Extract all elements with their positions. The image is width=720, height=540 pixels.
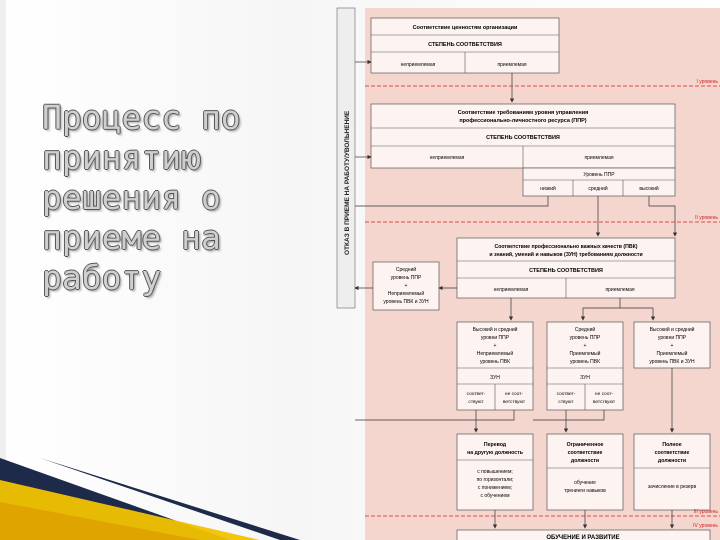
col3-line-2: уровни ППР — [657, 335, 687, 341]
ppr-high: высокий — [639, 186, 659, 192]
col2-match-2: ствуют — [558, 400, 574, 405]
bottom-box — [457, 530, 710, 540]
outcome-transfer — [457, 434, 533, 510]
ppr-level-box — [523, 168, 675, 196]
outcome-limited — [547, 434, 623, 510]
col2-line-2: уровень ППР — [569, 335, 601, 341]
col1-nomatch-1: не соот- — [504, 392, 524, 397]
col2-line-5: уровень ПВК — [570, 359, 600, 365]
transfer-title-1: Перевод — [483, 442, 507, 448]
level2-unacceptable: неприемлемая — [429, 155, 465, 161]
col1-match-1: соответ- — [466, 392, 486, 397]
level3-acceptable: приемлемая — [605, 287, 635, 293]
refusal-label: ОТКАЗ В ПРИЕМЕ НА РАБОТУ/УВОЛЬНЕНИЕ — [344, 110, 351, 255]
transfer-title-2: на другую должность — [467, 450, 523, 456]
side-note-line-5: уровень ПВК и ЗУН — [383, 299, 429, 305]
decision-flowchart — [335, 0, 720, 540]
col2-line-1: Средний — [574, 327, 596, 333]
col1-line-5: уровень ПВК — [480, 359, 510, 365]
level-label-4: IV уровень — [693, 523, 718, 529]
side-note-line-3: + — [404, 283, 408, 289]
level1-degree: СТЕПЕНЬ СООТВЕТСТВИЯ — [428, 42, 502, 48]
level2-title-2: профессионально-личностного ресурса (ППР) — [459, 118, 587, 124]
col1-line-1: Высокий и средний — [472, 327, 518, 333]
level2-title-1: Соответствие требованиям уровня управления — [457, 110, 589, 116]
level2-acceptable: приемлемая — [584, 155, 614, 161]
transfer-note-4: с обучением — [480, 493, 510, 499]
transfer-note-1: с повышением; — [477, 469, 513, 475]
level2-box — [371, 104, 675, 168]
col3-line-5: уровень ПВК и ЗУН — [649, 359, 695, 365]
full-title-3: должности — [657, 458, 687, 464]
side-note-line-2: уровень ППР — [390, 275, 422, 281]
level3-column-3 — [634, 322, 710, 368]
level1-acceptable: приемлемая — [497, 62, 527, 68]
ppr-medium: средний — [588, 186, 608, 192]
col2-match-1: соответ- — [556, 392, 576, 397]
bottom-label: ОБУЧЕНИЕ И РАЗВИТИЕ — [546, 535, 620, 540]
col2-zun: ЗУН — [580, 375, 590, 381]
side-note-line-1: Средний — [395, 267, 417, 273]
level1-unacceptable: неприемлемая — [400, 62, 436, 68]
col1-line-4: Неприемлемый — [476, 351, 514, 357]
col1-line-2: уровни ППР — [480, 335, 510, 341]
limited-title-1: Ограниченное — [566, 442, 604, 448]
col1-zun: ЗУН — [490, 375, 500, 381]
limited-title-2: соответствие — [567, 450, 603, 456]
transfer-note-3: с понижением; — [477, 485, 513, 491]
level3-column-2 — [547, 322, 623, 410]
side-note-line-4: Неприемлемый — [387, 291, 425, 297]
limited-note-2: тренинги навыков — [564, 488, 606, 494]
level-label-2: II уровень — [695, 215, 718, 221]
level3-title-1: Соответствие профессионально важных качеств (ПВК) — [494, 244, 638, 250]
col1-nomatch-2: ветствуют — [502, 400, 526, 405]
outcome-full — [634, 434, 710, 510]
level3-title-2: и знаний, умений и навыков (ЗУН) требованиям должности — [489, 252, 643, 258]
full-title-1: Полное — [662, 442, 682, 448]
limited-note-1: обучение — [574, 480, 596, 486]
corner-decoration — [0, 440, 310, 540]
level1-box — [371, 18, 559, 73]
full-title-2: соответствие — [654, 450, 690, 456]
col2-line-3: + — [583, 343, 587, 349]
col3-line-3: + — [670, 343, 674, 349]
level2-degree: СТЕПЕНЬ СООТВЕТСТВИЯ — [486, 135, 560, 141]
ppr-low: низкий — [540, 186, 556, 192]
full-note: зачисление в резерв — [647, 484, 697, 490]
col1-match-2: ствуют — [468, 400, 484, 405]
level3-side-note — [373, 262, 439, 310]
slide-title: Процесс по принятию решения о приеме на работу — [42, 98, 241, 297]
ppr-level-label: Уровень ППР — [583, 172, 615, 178]
level-label-1: I уровень — [696, 79, 718, 85]
col3-line-4: Приемлемый — [656, 351, 688, 357]
col2-nomatch-1: не соот- — [594, 392, 614, 397]
col1-line-3: + — [493, 343, 497, 349]
level1-title: Соответствие ценностям организации — [412, 25, 518, 31]
level-label-3: III уровень — [693, 509, 718, 515]
level3-unacceptable: неприемлемая — [493, 287, 529, 293]
col3-line-1: Высокий и средний — [649, 327, 695, 333]
transfer-note-2: по горизонтали; — [476, 477, 514, 483]
level3-box — [457, 238, 675, 298]
col2-nomatch-2: ветствуют — [592, 400, 616, 405]
col2-line-4: Приемлемый — [569, 351, 601, 357]
level3-degree: СТЕПЕНЬ СООТВЕТСТВИЯ — [529, 268, 603, 274]
limited-title-3: должности — [570, 458, 600, 464]
level3-column-1 — [457, 322, 533, 410]
